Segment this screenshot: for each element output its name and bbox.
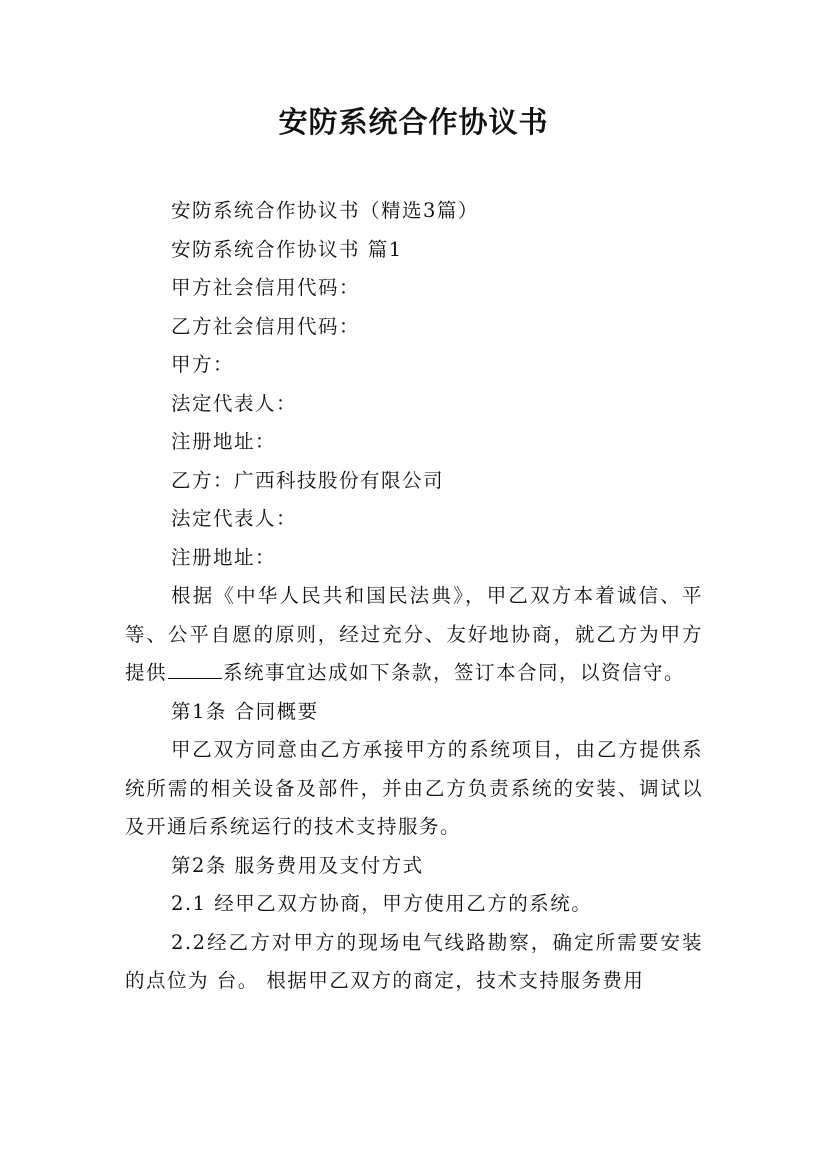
preamble-paragraph <box>125 577 703 693</box>
heading-part: 安防系统合作协议书 篇1 <box>171 237 403 261</box>
clause-2-2: 2.2经乙方对甲方的现场电气线路勘察，确定所需要安装的点位为 台。 根据甲乙双方的商定，技术支持服务费用 <box>125 930 703 992</box>
party-b: 乙方：广西科技股份有限公司 <box>171 468 445 492</box>
fill-in-blank <box>168 658 222 679</box>
article-1-body: 甲乙双方同意由乙方承接甲方的系统项目，由乙方提供系统所需的相关设备及部件，并由乙方负责系统的安装、调试以及开通后系统运行的技术支持服务。 <box>125 738 703 838</box>
clause-2-1: 2.1 经甲乙双方协商，甲方使用乙方的系统。 <box>171 892 593 915</box>
party-a: 甲方： <box>171 353 235 376</box>
party-a-legal-rep: 法定代表人： <box>171 391 298 415</box>
article-1-title: 第1条 合同概要 <box>171 699 319 723</box>
document-body <box>125 192 703 1001</box>
article-2-title: 第2条 服务费用及支付方式 <box>171 853 424 877</box>
party-b-credit-code: 乙方社会信用代码： <box>171 314 361 338</box>
heading-collection: 安防系统合作协议书（精选3篇） <box>171 199 479 222</box>
party-a-credit-code: 甲方社会信用代码： <box>171 276 361 299</box>
preamble-text-2: 系统事宜达成如下条款，签订本合同，以资信守。 <box>223 661 686 684</box>
document-title: 安防系统合作协议书 <box>278 105 549 139</box>
party-b-address: 注册地址： <box>171 545 277 569</box>
preamble-text-1: 根据《中华人民共和国民法典》，甲乙双方本着诚信、平等、公平自愿的原则，经过充分、友好地协商，就乙方为甲方提供 <box>125 584 703 684</box>
party-a-address: 注册地址： <box>171 430 277 453</box>
party-b-legal-rep: 法定代表人： <box>171 507 298 530</box>
